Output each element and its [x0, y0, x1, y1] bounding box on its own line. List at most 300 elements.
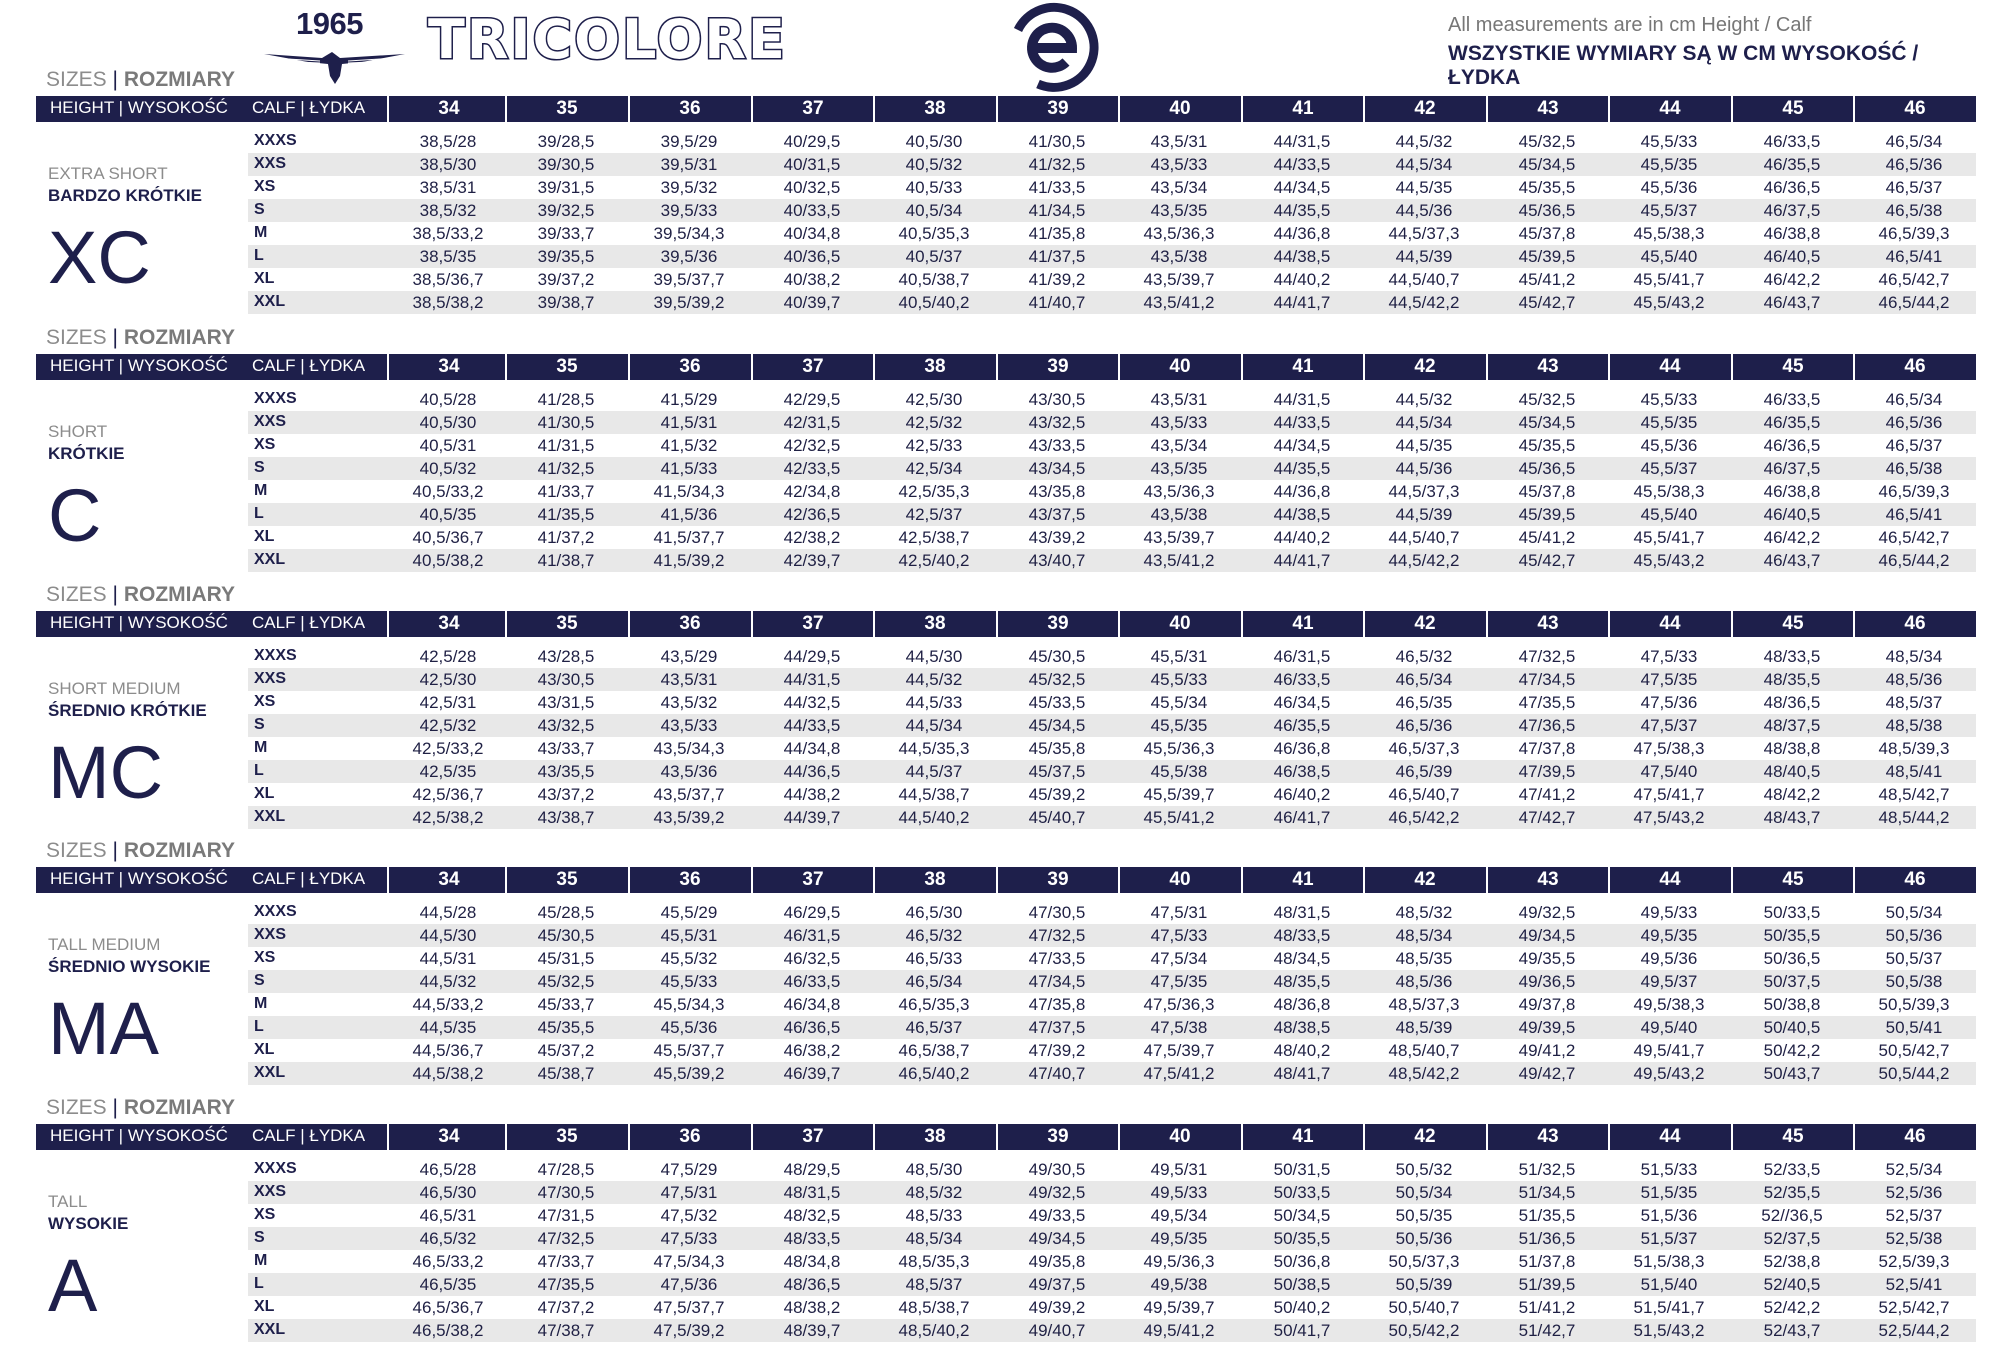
row-size-label: XXXS [254, 132, 297, 149]
table-cell: 43,5/31 [1150, 390, 1208, 409]
table-cell: 38,5/32 [419, 201, 477, 220]
table-cell: 46,5/38,7 [898, 1041, 970, 1060]
table-cell: 43/40,7 [1028, 551, 1086, 570]
row-size-label: XXL [254, 808, 286, 825]
table-cell: 49,5/36,3 [1143, 1252, 1215, 1271]
table-cell: 46/34,5 [1273, 693, 1331, 712]
table-cell: 38,5/35 [419, 247, 477, 266]
table-cell: 45,5/31 [1150, 647, 1208, 666]
column-header: 35 [505, 354, 627, 380]
table-cell: 44,5/38,2 [412, 1064, 484, 1083]
table-cell: 47,5/29 [660, 1160, 718, 1179]
table-cell: 38,5/33,2 [412, 224, 484, 243]
table-cell: 50,5/35 [1395, 1206, 1453, 1225]
table-cell: 48/38,8 [1763, 739, 1821, 758]
table-row [248, 388, 1976, 411]
column-header: 35 [505, 1124, 627, 1150]
column-header: 36 [628, 611, 750, 637]
table-cell: 48/33,5 [783, 1229, 841, 1248]
table-cell: 45/34,5 [1518, 155, 1576, 174]
table-cell: 43,5/35 [1150, 201, 1208, 220]
table-row [248, 1296, 1976, 1319]
table-cell: 46,5/32 [419, 1229, 477, 1248]
table-cell: 43/37,2 [537, 785, 595, 804]
table-cell: 45/35,5 [1518, 178, 1576, 197]
table-cell: 51/32,5 [1518, 1160, 1576, 1179]
table-cell: 42,5/35,3 [898, 482, 970, 501]
table-row [248, 199, 1976, 222]
table-cell: 40/36,5 [783, 247, 841, 266]
column-header: 38 [873, 1124, 995, 1150]
column-header: 37 [751, 1124, 873, 1150]
column-header: 43 [1486, 611, 1608, 637]
table-cell: 46/35,5 [1763, 413, 1821, 432]
table-cell: 43/34,5 [1028, 459, 1086, 478]
table-cell: 40,5/30 [905, 132, 963, 151]
table-row [248, 434, 1976, 457]
table-cell: 49/34,5 [1518, 926, 1576, 945]
table-cell: 42,5/35 [419, 762, 477, 781]
row-size-label: XS [254, 178, 276, 195]
table-cell: 48/40,2 [1273, 1041, 1331, 1060]
logo-year: 1965 [296, 6, 363, 41]
table-cell: 46,5/35 [1395, 693, 1453, 712]
table-cell: 40,5/28 [419, 390, 477, 409]
table-cell: 44/31,5 [783, 670, 841, 689]
table-header-bar [36, 611, 1976, 637]
column-header: 35 [505, 867, 627, 893]
table-cell: 46,5/44,2 [1878, 293, 1950, 312]
table-cell: 48/33,5 [1763, 647, 1821, 666]
column-header: 44 [1608, 354, 1730, 380]
table-cell: 45/42,7 [1518, 293, 1576, 312]
table-cell: 40,5/34 [905, 201, 963, 220]
table-cell: 47/36,5 [1518, 716, 1576, 735]
row-size-label: L [254, 762, 264, 779]
size-section-mc [0, 583, 2000, 845]
table-cell: 48/35,5 [1273, 972, 1331, 991]
table-cell: 40,5/35,3 [898, 224, 970, 243]
table-cell: 44,5/42,2 [1388, 551, 1460, 570]
row-size-label: S [254, 972, 265, 989]
table-cell: 52,5/39,3 [1878, 1252, 1950, 1271]
table-cell: 41/40,7 [1028, 293, 1086, 312]
table-cell: 42,5/32 [419, 716, 477, 735]
table-cell: 43/28,5 [537, 647, 595, 666]
sizes-label [46, 1096, 235, 1120]
table-cell: 45/37,5 [1028, 762, 1086, 781]
row-size-label: XL [254, 1298, 275, 1315]
row-size-label: S [254, 459, 265, 476]
table-cell: 49,5/34 [1150, 1206, 1208, 1225]
table-cell: 45/35,5 [537, 1018, 595, 1037]
table-cell: 47/38,7 [537, 1321, 595, 1340]
table-cell: 52,5/41 [1885, 1275, 1943, 1294]
column-header: 44 [1608, 1124, 1730, 1150]
table-cell: 44/35,5 [1273, 459, 1331, 478]
table-cell: 44,5/40,7 [1388, 270, 1460, 289]
table-cell: 46,5/42,2 [1388, 808, 1460, 827]
table-cell: 46,5/33 [905, 949, 963, 968]
table-cell: 46/40,5 [1763, 247, 1821, 266]
table-cell: 40,5/33 [905, 178, 963, 197]
table-cell: 41/32,5 [537, 459, 595, 478]
sizes-label [46, 583, 235, 607]
table-cell: 40/32,5 [783, 178, 841, 197]
table-header-bar [36, 96, 1976, 122]
table-cell: 45,5/38 [1150, 762, 1208, 781]
row-size-label: XXL [254, 293, 286, 310]
table-cell: 45,5/39,7 [1143, 785, 1215, 804]
row-size-label: L [254, 247, 264, 264]
table-cell: 41,5/34,3 [653, 482, 725, 501]
table-cell: 40,5/32 [419, 459, 477, 478]
table-cell: 45/31,5 [537, 949, 595, 968]
table-cell: 44/40,2 [1273, 270, 1331, 289]
table-cell: 44,5/42,2 [1388, 293, 1460, 312]
table-cell: 45,5/29 [660, 903, 718, 922]
table-cell: 46/37,5 [1763, 201, 1821, 220]
table-cell: 51,5/33 [1640, 1160, 1698, 1179]
table-cell: 39,5/37,7 [653, 270, 725, 289]
table-cell: 49/36,5 [1518, 972, 1576, 991]
table-cell: 43/33,7 [537, 739, 595, 758]
table-cell: 44,5/34 [1395, 155, 1453, 174]
column-header: 42 [1363, 611, 1485, 637]
table-cell: 41/30,5 [537, 413, 595, 432]
row-size-label: XXL [254, 1064, 286, 1081]
column-header: 37 [751, 611, 873, 637]
header-separator: | [300, 869, 305, 888]
column-header: 40 [1118, 1124, 1240, 1150]
table-cell: 46,5/38 [1885, 201, 1943, 220]
table-cell: 40,5/40,2 [898, 293, 970, 312]
table-cell: 47/35,5 [537, 1275, 595, 1294]
row-size-label: M [254, 739, 268, 756]
table-cell: 46,5/37 [1885, 436, 1943, 455]
table-cell: 52/38,8 [1763, 1252, 1821, 1271]
table-row [248, 1227, 1976, 1250]
table-row [248, 947, 1976, 970]
table-cell: 42/38,2 [783, 528, 841, 547]
table-cell: 49/33,5 [1028, 1206, 1086, 1225]
table-cell: 46,5/36 [1395, 716, 1453, 735]
table-cell: 49,5/39,7 [1143, 1298, 1215, 1317]
table-cell: 43/35,5 [537, 762, 595, 781]
table-cell: 52,5/36 [1885, 1183, 1943, 1202]
table-cell: 44,5/33,2 [412, 995, 484, 1014]
table-cell: 48/38,2 [783, 1298, 841, 1317]
table-cell: 43,5/41,2 [1143, 551, 1215, 570]
row-size-label: XS [254, 693, 276, 710]
table-cell: 48/36,8 [1273, 995, 1331, 1014]
table-cell: 46/40,5 [1763, 505, 1821, 524]
table-row [248, 1181, 1976, 1204]
table-cell: 45/33,7 [537, 995, 595, 1014]
wysokosc-text: WYSOKOŚĆ [127, 613, 228, 632]
column-header: 45 [1731, 354, 1853, 380]
table-cell: 48,5/32 [905, 1183, 963, 1202]
table-cell: 46/42,2 [1763, 528, 1821, 547]
label-separator: | [112, 839, 118, 862]
table-cell: 43,5/31 [660, 670, 718, 689]
height-header [50, 613, 228, 633]
row-size-label: XL [254, 1041, 275, 1058]
table-cell: 42,5/38,7 [898, 528, 970, 547]
table-cell: 44/31,5 [1273, 390, 1331, 409]
table-row [248, 526, 1976, 549]
table-row [248, 411, 1976, 434]
table-cell: 38,5/31 [419, 178, 477, 197]
table-cell: 41/37,5 [1028, 247, 1086, 266]
table-cell: 50/38,5 [1273, 1275, 1331, 1294]
table-cell: 48,5/39 [1395, 1018, 1453, 1037]
table-cell: 52/35,5 [1763, 1183, 1821, 1202]
height-text: HEIGHT [50, 356, 114, 375]
table-cell: 45,5/37 [1640, 459, 1698, 478]
table-cell: 39,5/39,2 [653, 293, 725, 312]
table-cell: 45,5/39,2 [653, 1064, 725, 1083]
table-cell: 43/32,5 [537, 716, 595, 735]
table-row [248, 549, 1976, 572]
table-cell: 49/32,5 [1028, 1183, 1086, 1202]
row-size-label: XXS [254, 413, 287, 430]
table-row [248, 901, 1976, 924]
table-cell: 50/37,5 [1763, 972, 1821, 991]
section-code: A [48, 1244, 98, 1327]
table-cell: 41,5/29 [660, 390, 718, 409]
table-cell: 46/38,8 [1763, 482, 1821, 501]
table-cell: 45,5/33 [1150, 670, 1208, 689]
header-separator: | [118, 356, 124, 375]
table-cell: 47/32,5 [537, 1229, 595, 1248]
table-cell: 51/41,2 [1518, 1298, 1576, 1317]
table-cell: 48/31,5 [1273, 903, 1331, 922]
table-cell: 42/29,5 [783, 390, 841, 409]
column-header: 36 [628, 96, 750, 122]
table-cell: 48,5/35,3 [898, 1252, 970, 1271]
table-cell: 46/33,5 [1763, 390, 1821, 409]
column-header: 45 [1731, 611, 1853, 637]
table-cell: 48,5/35 [1395, 949, 1453, 968]
table-row [248, 1062, 1976, 1085]
table-cell: 51,5/35 [1640, 1183, 1698, 1202]
table-cell: 42,5/31 [419, 693, 477, 712]
section-subtitle-en: EXTRA SHORT [48, 164, 168, 183]
table-cell: 46,5/38 [1885, 459, 1943, 478]
column-header: 36 [628, 354, 750, 380]
table-cell: 44/38,2 [783, 785, 841, 804]
table-cell: 44,5/35 [419, 1018, 477, 1037]
table-cell: 47/33,7 [537, 1252, 595, 1271]
table-cell: 45,5/38,3 [1633, 482, 1705, 501]
table-cell: 40,5/32 [905, 155, 963, 174]
table-header-bar [36, 354, 1976, 380]
table-cell: 44,5/32 [1395, 132, 1453, 151]
table-cell: 47/30,5 [1028, 903, 1086, 922]
table-cell: 44/40,2 [1273, 528, 1331, 547]
table-cell: 45,5/38,3 [1633, 224, 1705, 243]
table-cell: 41/38,7 [537, 551, 595, 570]
table-cell: 49,5/38,3 [1633, 995, 1705, 1014]
table-cell: 49/35,8 [1028, 1252, 1086, 1271]
table-cell: 46,5/32 [905, 926, 963, 945]
column-header: 46 [1853, 1124, 1975, 1150]
column-header: 39 [996, 96, 1118, 122]
row-size-label: XL [254, 785, 275, 802]
table-row [248, 291, 1976, 314]
table-cell: 40,5/38,2 [412, 551, 484, 570]
table-cell: 45/37,8 [1518, 482, 1576, 501]
table-cell: 44,5/36 [1395, 201, 1453, 220]
table-cell: 48,5/44,2 [1878, 808, 1950, 827]
height-text: HEIGHT [50, 613, 114, 632]
table-cell: 49/32,5 [1518, 903, 1576, 922]
table-row [248, 1158, 1976, 1181]
table-cell: 47,5/39,7 [1143, 1041, 1215, 1060]
measurement-note-pl: WSZYSTKIE WYMIARY SĄ W CM WYSOKOŚĆ / ŁYDKA [1448, 42, 1919, 89]
table-cell: 44,5/35 [1395, 178, 1453, 197]
table-cell: 47,5/40 [1640, 762, 1698, 781]
table-cell: 43,5/33 [1150, 413, 1208, 432]
table-cell: 40/33,5 [783, 201, 841, 220]
table-cell: 45,5/33 [1640, 390, 1698, 409]
table-cell: 46,5/37,3 [1388, 739, 1460, 758]
column-header: 44 [1608, 611, 1730, 637]
table-cell: 49,5/40 [1640, 1018, 1698, 1037]
table-cell: 41/35,5 [537, 505, 595, 524]
table-cell: 44/34,5 [1273, 178, 1331, 197]
table-cell: 40,5/38,7 [898, 270, 970, 289]
column-header: 38 [873, 611, 995, 637]
table-cell: 44,5/39 [1395, 247, 1453, 266]
table-cell: 39/31,5 [537, 178, 595, 197]
table-cell: 49,5/38 [1150, 1275, 1208, 1294]
header-separator: | [118, 1126, 124, 1145]
table-cell: 48,5/34 [905, 1229, 963, 1248]
table-cell: 50/40,5 [1763, 1018, 1821, 1037]
table-cell: 45/39,5 [1518, 247, 1576, 266]
table-cell: 41/32,5 [1028, 155, 1086, 174]
header-separator: | [300, 98, 305, 117]
table-cell: 46/38,2 [783, 1041, 841, 1060]
row-size-label: XXXS [254, 1160, 297, 1177]
table-cell: 44,5/35 [1395, 436, 1453, 455]
table-cell: 48/34,8 [783, 1252, 841, 1271]
table-cell: 47,5/31 [1150, 903, 1208, 922]
table-cell: 46/33,5 [783, 972, 841, 991]
table-cell: 47,5/33 [1640, 647, 1698, 666]
table-cell: 43,5/33 [1150, 155, 1208, 174]
table-cell: 50/33,5 [1273, 1183, 1331, 1202]
table-cell: 46,5/30 [905, 903, 963, 922]
table-cell: 47/32,5 [1518, 647, 1576, 666]
table-row [248, 1204, 1976, 1227]
table-cell: 43,5/32 [660, 693, 718, 712]
size-section-ma [0, 839, 2000, 1101]
table-cell: 50,5/36 [1885, 926, 1943, 945]
table-cell: 46,5/41 [1885, 505, 1943, 524]
column-header: 43 [1486, 96, 1608, 122]
table-cell: 40/38,2 [783, 270, 841, 289]
table-cell: 44/33,5 [1273, 155, 1331, 174]
row-size-label: XXS [254, 155, 287, 172]
column-header: 34 [387, 867, 509, 893]
table-row [248, 153, 1976, 176]
column-header: 41 [1241, 354, 1363, 380]
table-cell: 39/35,5 [537, 247, 595, 266]
column-header: 44 [1608, 867, 1730, 893]
row-size-label: XXL [254, 1321, 286, 1338]
table-row [248, 1016, 1976, 1039]
table-cell: 46/36,5 [1763, 178, 1821, 197]
table-row [248, 222, 1976, 245]
table-cell: 47,5/37,7 [653, 1298, 725, 1317]
table-cell: 47/34,5 [1028, 972, 1086, 991]
table-cell: 41,5/33 [660, 459, 718, 478]
row-size-label: S [254, 1229, 265, 1246]
rozmiary-text: ROZMIARY [123, 68, 236, 91]
table-row [248, 503, 1976, 526]
table-cell: 41/33,7 [537, 482, 595, 501]
table-cell: 46/38,8 [1763, 224, 1821, 243]
sizes-text: SIZES [46, 839, 107, 862]
table-cell: 45,5/33 [1640, 132, 1698, 151]
table-cell: 47,5/39,2 [653, 1321, 725, 1340]
table-cell: 39/38,7 [537, 293, 595, 312]
table-cell: 46,5/41 [1885, 247, 1943, 266]
table-cell: 47/32,5 [1028, 926, 1086, 945]
column-header: 36 [628, 1124, 750, 1150]
header-separator: | [118, 613, 124, 632]
table-cell: 48/37,5 [1763, 716, 1821, 735]
table-cell: 46/31,5 [1273, 647, 1331, 666]
column-header: 37 [751, 354, 873, 380]
table-cell: 44/35,5 [1273, 201, 1331, 220]
table-cell: 45/38,7 [537, 1064, 595, 1083]
section-subtitle-pl: BARDZO KRÓTKIE [48, 186, 202, 205]
table-cell: 52/42,2 [1763, 1298, 1821, 1317]
column-header: 41 [1241, 867, 1363, 893]
column-header: 42 [1363, 354, 1485, 380]
wysokosc-text: WYSOKOŚĆ [127, 1126, 228, 1145]
table-cell: 48,5/38,7 [898, 1298, 970, 1317]
table-cell: 45/40,7 [1028, 808, 1086, 827]
table-cell: 49/39,5 [1518, 1018, 1576, 1037]
table-row [248, 1319, 1976, 1342]
height-text: HEIGHT [50, 869, 114, 888]
table-cell: 46/33,5 [1273, 670, 1331, 689]
table-cell: 43,5/36,3 [1143, 482, 1215, 501]
table-row [248, 806, 1976, 829]
wysokosc-text: WYSOKOŚĆ [127, 98, 228, 117]
table-cell: 44/33,5 [1273, 413, 1331, 432]
table-cell: 50,5/38 [1885, 972, 1943, 991]
table-cell: 43/31,5 [537, 693, 595, 712]
table-cell: 50/41,7 [1273, 1321, 1331, 1340]
table-cell: 50,5/36 [1395, 1229, 1453, 1248]
table-cell: 43,5/38 [1150, 505, 1208, 524]
table-row [248, 457, 1976, 480]
table-cell: 51/39,5 [1518, 1275, 1576, 1294]
table-cell: 46,5/28 [419, 1160, 477, 1179]
table-cell: 44,5/32 [419, 972, 477, 991]
calf-header [252, 1126, 365, 1146]
height-header [50, 356, 228, 376]
table-cell: 46/43,7 [1763, 551, 1821, 570]
table-cell: 44,5/40,7 [1388, 528, 1460, 547]
table-cell: 47,5/35 [1640, 670, 1698, 689]
